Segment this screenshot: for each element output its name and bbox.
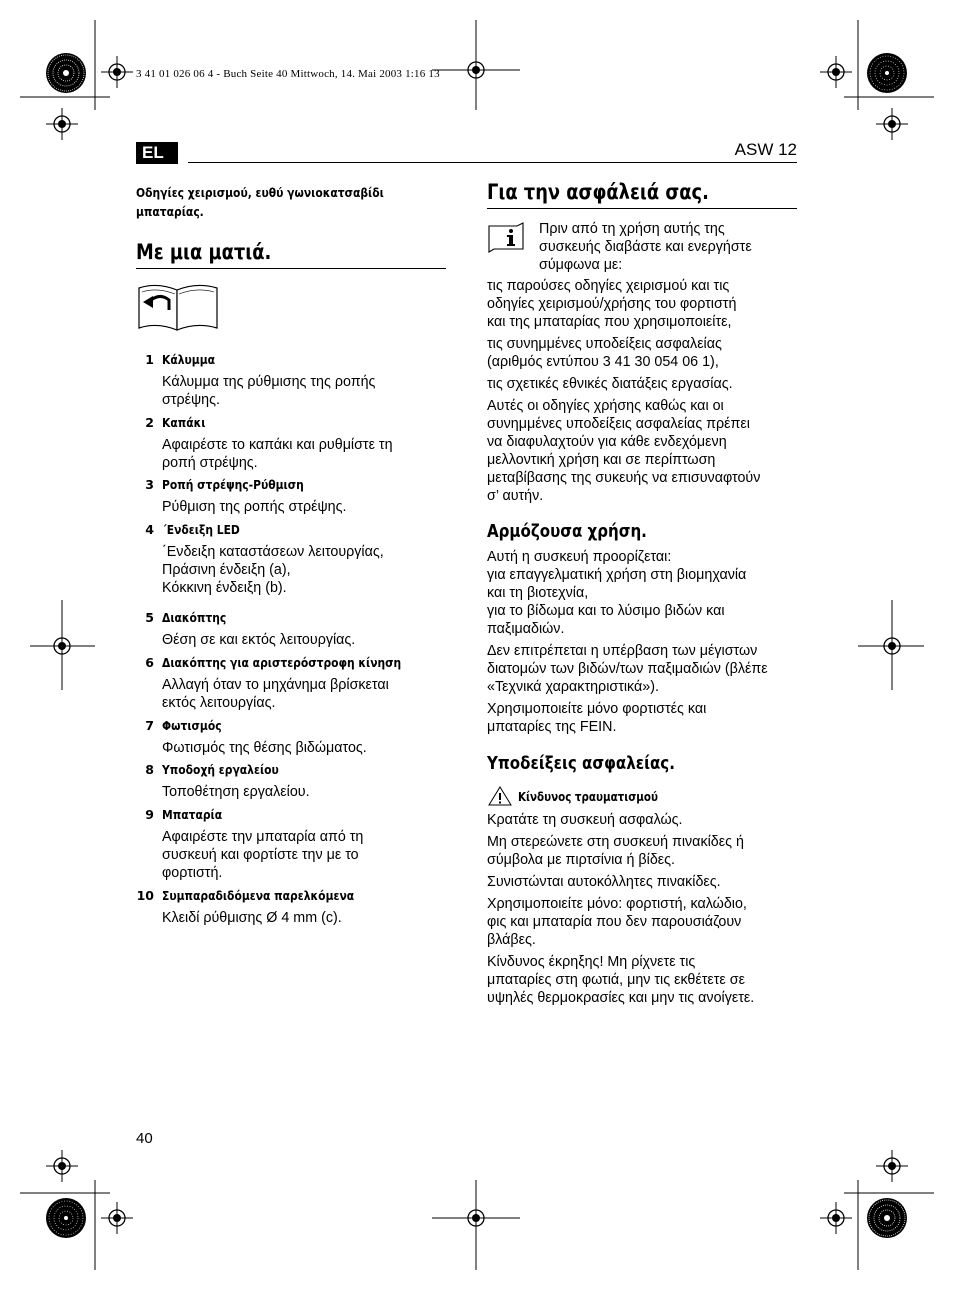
description-line: Αφαιρέστε την μπαταρία από τη	[162, 829, 364, 845]
paragraph-line: για το βίδωμα και το λύσιμο βιδών και	[487, 603, 725, 619]
paragraph	[487, 375, 799, 393]
paragraph	[487, 548, 799, 638]
model-name: ASW 12	[734, 140, 797, 159]
info-line: συσκευής διαβάστε και ενεργήστε	[539, 239, 752, 255]
subtitle-line: μπαταρίας.	[136, 204, 204, 219]
description-line: Πράσινη ένδειξη (a),	[162, 562, 291, 578]
paragraph-line: σύμβολα με πιρτσίνια ή βίδες.	[487, 852, 676, 868]
item-title: Φωτισμός	[162, 718, 222, 733]
item-number: 2	[145, 415, 154, 430]
paragraph-line: και τη βιοτεχνία,	[487, 585, 589, 601]
item-description	[162, 436, 432, 472]
paragraph-line: για επαγγελματική χρήση στη βιομηχανία	[487, 567, 747, 583]
paragraph-line: τις συνημμένες υποδείξεις ασφαλείας	[487, 336, 722, 352]
description-line: Κλειδί ρύθμισης Ø 4 mm (c).	[162, 910, 342, 926]
item-title: Ροπή στρέψης-Ρύθμιση	[162, 477, 304, 492]
paragraph-line: παξιμαδιών.	[487, 621, 565, 637]
paragraph	[487, 895, 799, 949]
info-icon	[488, 222, 526, 254]
paragraph-line: φις και μπαταρία που δεν παρουσιάζουν	[487, 914, 742, 930]
paragraph-line: και της μπαταρίας που χρησιμοποιείτε,	[487, 314, 732, 330]
paragraph-line: Αυτή η συσκευή προορίζεται:	[487, 549, 672, 565]
paragraph-line: Μη στερεώνετε στη συσκευή πινακίδες ή	[487, 834, 744, 850]
description-line: Θέση σε και εκτός λειτουργίας.	[162, 632, 356, 648]
header-rule	[188, 162, 797, 163]
item-number: 8	[145, 762, 154, 777]
item-description	[162, 543, 432, 597]
overview-heading: Με μια ματιά.	[136, 240, 272, 264]
paragraph	[487, 833, 799, 869]
paragraph-line: βλάβες.	[487, 932, 536, 948]
paragraph-line: Κίνδυνος έκρηξης! Μη ρίχνετε τις	[487, 954, 696, 970]
safety-paragraphs	[487, 277, 799, 509]
read-manual-book-icon	[137, 280, 219, 332]
paragraph-line: Συνιστώνται αυτοκόλλητες πινακίδες.	[487, 874, 721, 890]
item-description	[162, 676, 432, 712]
paragraph	[487, 397, 799, 505]
paragraph-line: μελλοντική χρήση και σε περίπτωση	[487, 452, 716, 468]
item-description	[162, 498, 432, 516]
paragraph-line: μπαταρίες στη φωτιά, μην τις εκθέτετε σε	[487, 972, 745, 988]
paragraph	[487, 700, 799, 736]
description-line: ΄Ενδειξη καταστάσεων λειτουργίας,	[162, 544, 384, 560]
item-description	[162, 783, 432, 801]
paragraph-line: να διαφυλαχτούν για κάθε ενδεχόμενη	[487, 434, 727, 450]
heading-rule	[487, 208, 797, 209]
item-number: 3	[145, 477, 154, 492]
item-title: Κάλυμμα	[162, 352, 215, 367]
subtitle-line: Οδηγίες χειρισμού, ευθύ γωνιοκατσαβίδι	[136, 185, 384, 200]
description-line: στρέψης.	[162, 392, 220, 408]
description-line: Κάλυμμα της ρύθμισης της ροπής	[162, 374, 376, 390]
item-title: Διακόπτης	[162, 610, 227, 625]
heading-rule	[136, 268, 446, 269]
paragraph-line: Αυτές οι οδηγίες χρήσης καθώς και οι	[487, 398, 724, 414]
item-number: 10	[136, 888, 154, 903]
item-description	[162, 739, 432, 757]
item-number: 6	[145, 655, 154, 670]
safety-notes-heading: Υποδείξεις ασφαλείας.	[487, 754, 675, 774]
paragraph-line: τις σχετικές εθνικές διατάξεις εργασίας.	[487, 376, 733, 392]
paragraph-line: Δεν επιτρέπεται η υπέρβαση των μέγιστων	[487, 643, 758, 659]
paragraph	[487, 642, 799, 696]
safety-notes-paragraphs	[487, 811, 799, 1011]
item-number: 1	[145, 352, 154, 367]
paragraph-line: διατομών των βιδών/των παξιμαδιών (βλέπε	[487, 661, 768, 677]
paragraph-line: μεταβίβασης της συκευής να επισυναφτούν	[487, 470, 761, 486]
item-description	[162, 373, 432, 409]
paragraph-line: Κρατάτε τη συσκευή ασφαλώς.	[487, 812, 683, 828]
paragraph-line: υψηλές θερμοκρασίες και μην τις ανοίγετε.	[487, 990, 755, 1006]
item-title: Διακόπτης για αριστερόστροφη κίνηση	[162, 655, 402, 670]
page-number: 40	[136, 1130, 153, 1147]
paragraph-line: (αριθμός εντύπου 3 41 30 054 06 1),	[487, 354, 719, 370]
intended-use-heading: Αρμόζουσα χρήση.	[487, 522, 647, 542]
hazard-label: Κίνδυνος τραυματισμού	[518, 790, 658, 804]
paragraph-line: Χρησιμοποιείτε μόνο φορτιστές και	[487, 701, 707, 717]
item-title: Υποδοχή εργαλείου	[162, 762, 279, 777]
paragraph-line: «Τεχνικά χαρακτηριστικά»).	[487, 679, 659, 695]
paragraph	[487, 811, 799, 829]
description-line: Ρύθμιση της ροπής στρέψης.	[162, 499, 347, 515]
description-line: Κόκκινη ένδειξη (b).	[162, 580, 287, 596]
item-description	[162, 631, 432, 649]
paragraph-line: Χρησιμοποιείτε μόνο: φορτιστή, καλώδιο,	[487, 896, 747, 912]
description-line: συσκευή και φορτίστε την με το	[162, 847, 359, 863]
document-subtitle	[136, 183, 446, 221]
item-title: ΄Ενδειξη LED	[162, 522, 240, 537]
item-title: Καπάκι	[162, 415, 206, 430]
item-number: 7	[145, 718, 154, 733]
paragraph-line: τις παρούσες οδηγίες χειρισμού και τις	[487, 278, 730, 294]
description-line: ροπή στρέψης.	[162, 455, 258, 471]
paragraph-line: οδηγίες χειρισμού/χρήσης του φορτιστή	[487, 296, 737, 312]
item-number: 4	[145, 522, 154, 537]
description-line: Αφαιρέστε το καπάκι και ρυθμίστε τη	[162, 437, 393, 453]
item-description	[162, 828, 432, 882]
item-description	[162, 909, 432, 927]
description-line: Φωτισμός της θέσης βιδώματος.	[162, 740, 367, 756]
info-line: σύμφωνα με:	[539, 257, 623, 273]
paragraph	[487, 953, 799, 1007]
paragraph	[487, 335, 799, 371]
paragraph-line: σ’ αυτήν.	[487, 488, 544, 504]
language-badge: EL	[136, 142, 178, 164]
item-number: 5	[145, 610, 154, 625]
paragraph	[487, 873, 799, 891]
paragraph-line: συνημμένες υποδείξεις ασφαλείας πρέπει	[487, 416, 750, 432]
info-line: Πριν από τη χρήση αυτής της	[539, 221, 725, 237]
description-line: Τοποθέτηση εργαλείου.	[162, 784, 310, 800]
warning-triangle-icon	[488, 786, 512, 806]
item-title: Μπαταρία	[162, 807, 223, 822]
paragraph-line: μπαταρίες της FEIN.	[487, 719, 617, 735]
item-number: 9	[145, 807, 154, 822]
paragraph	[487, 277, 799, 331]
safety-heading: Για την ασφάλειά σας.	[487, 180, 709, 204]
intended-use-paragraphs	[487, 548, 799, 740]
info-note	[539, 220, 809, 274]
description-line: εκτός λειτουργίας.	[162, 695, 276, 711]
item-title: Συμπαραδιδόμενα παρελκόμενα	[162, 888, 355, 903]
description-line: φορτιστή.	[162, 865, 223, 881]
description-line: Αλλαγή όταν το μηχάνημα βρίσκεται	[162, 677, 389, 693]
print-info: 3 41 01 026 06 4 - Buch Seite 40 Mittwoch, 14. Mai 2003 1:16 13	[136, 68, 440, 80]
